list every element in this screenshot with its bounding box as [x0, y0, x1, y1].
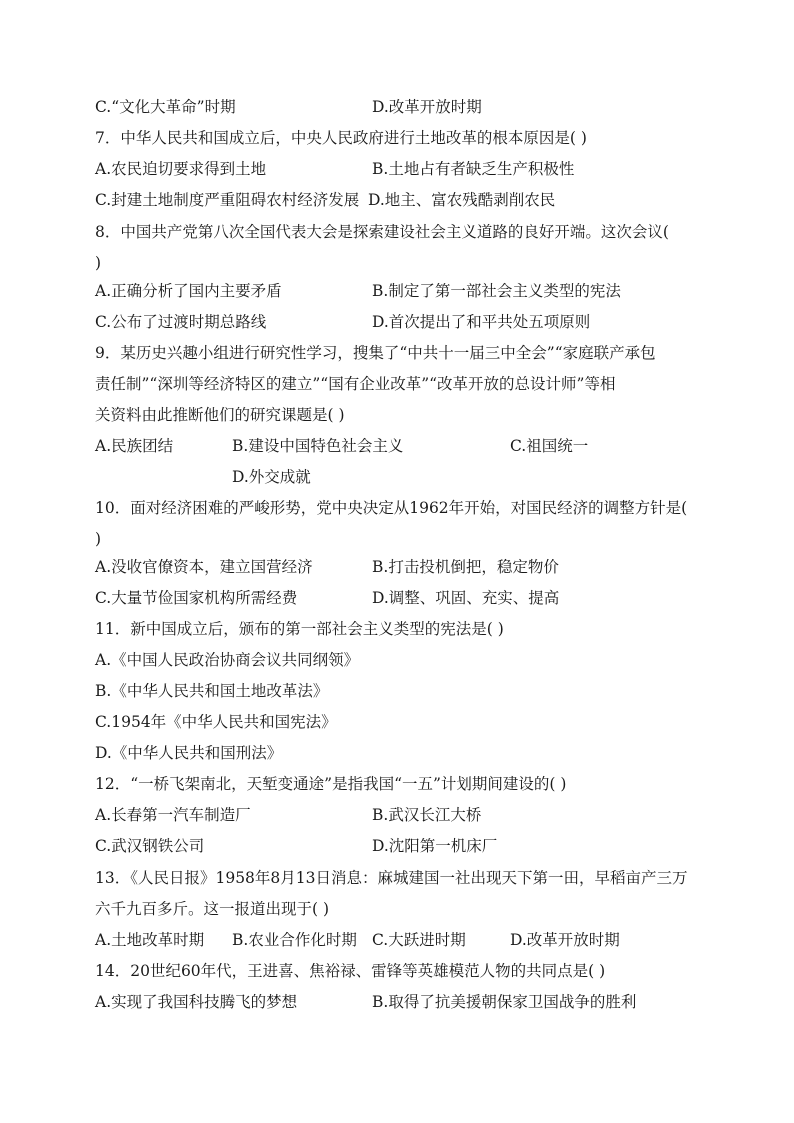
q9-stem-line2: 责任制”“深圳等经济特区的建立”“国有企业改革”“改革开放的总设计师”等相 [95, 375, 616, 393]
q7-option-b: B.土地占有者缺乏生产积极性 [372, 160, 575, 178]
q8-option-d: D.首次提出了和平共处五项原则 [372, 313, 591, 331]
q9-option-c: C.祖国统一 [510, 437, 589, 455]
q12-option-a: A.长春第一汽车制造厂 [95, 806, 251, 824]
q8-option-b: B.制定了第一部社会主义类型的宪法 [372, 282, 621, 300]
q13-stem-line1: 13．《人民日报》1958年8月13日消息：麻城建国一社出现天下第一田，早稻亩产三万 [95, 869, 688, 887]
q7-option-c: C.封建土地制度严重阻碍农村经济发展 [95, 191, 360, 209]
q10-stem-line2: ) [95, 530, 102, 548]
q11-option-d: D.《中华人民共和国刑法》 [95, 744, 283, 762]
q14-option-b: B.取得了抗美援朝保家卫国战争的胜利 [372, 993, 637, 1011]
q7-stem: 7．中华人民共和国成立后，中央人民政府进行土地改革的根本原因是( ) [95, 129, 587, 147]
q12-option-d: D.沈阳第一机床厂 [372, 837, 498, 855]
q12-stem: 12．“一桥飞架南北，天堑变通途”是指我国“一五”计划期间建设的( ) [95, 775, 567, 793]
q11-option-a: A.《中国人民政治协商会议共同纲领》 [95, 651, 360, 669]
q8-stem-line1: 8．中国共产党第八次全国代表大会是探索建设社会主义道路的良好开端。这次会议( [95, 223, 669, 241]
q9-option-b: B.建设中国特色社会主义 [232, 437, 404, 455]
q14-stem: 14．20世纪60年代，王进喜、焦裕禄、雷锋等英雄模范人物的共同点是( ) [95, 962, 606, 980]
q10-option-b: B.打击投机倒把，稳定物价 [372, 558, 559, 576]
q13-option-c: C.大跃进时期 [372, 931, 466, 949]
q13-option-a: A.土地改革时期 [95, 931, 205, 949]
q12-option-c: C.武汉钢铁公司 [95, 837, 205, 855]
q13-option-d: D.改革开放时期 [510, 931, 620, 949]
q13-stem-line2: 六千九百多斤。这一报道出现于( ) [95, 900, 330, 918]
q10-stem-line1: 10．面对经济困难的严峻形势，党中央决定从1962年开始，对国民经济的调整方针是( [95, 499, 688, 517]
q9-option-a: A.民族团结 [95, 437, 174, 455]
q9-option-d: D.外交成就 [232, 468, 311, 486]
q7-option-d: D.地主、富农残酷剥削农民 [368, 191, 556, 209]
q8-option-a: A.正确分析了国内主要矛盾 [95, 282, 282, 300]
q11-option-b: B.《中华人民共和国土地改革法》 [95, 682, 329, 700]
q13-option-b: B.农业合作化时期 [232, 931, 357, 949]
q14-option-a: A.实现了我国科技腾飞的梦想 [95, 993, 298, 1011]
q6-option-c: C.“文化大革命”时期 [95, 98, 236, 116]
q10-option-a: A.没收官僚资本，建立国营经济 [95, 558, 313, 576]
q11-option-c: C.1954年《中华人民共和国宪法》 [95, 713, 337, 731]
q6-option-d: D.改革开放时期 [372, 98, 482, 116]
q11-stem: 11．新中国成立后，颁布的第一部社会主义类型的宪法是( ) [95, 620, 504, 638]
q8-stem-line2: ) [95, 254, 102, 272]
q9-stem-line3: 关资料由此推断他们的研究课题是( ) [95, 406, 345, 424]
q7-option-a: A.农民迫切要求得到土地 [95, 160, 267, 178]
q10-option-d: D.调整、巩固、充实、提高 [372, 589, 560, 607]
q9-stem-line1: 9．某历史兴趣小组进行研究性学习，搜集了“中共十一届三中全会”“家庭联产承包 [95, 344, 656, 362]
q12-option-b: B.武汉长江大桥 [372, 806, 482, 824]
q8-option-c: C.公布了过渡时期总路线 [95, 313, 267, 331]
q10-option-c: C.大量节俭国家机构所需经费 [95, 589, 298, 607]
